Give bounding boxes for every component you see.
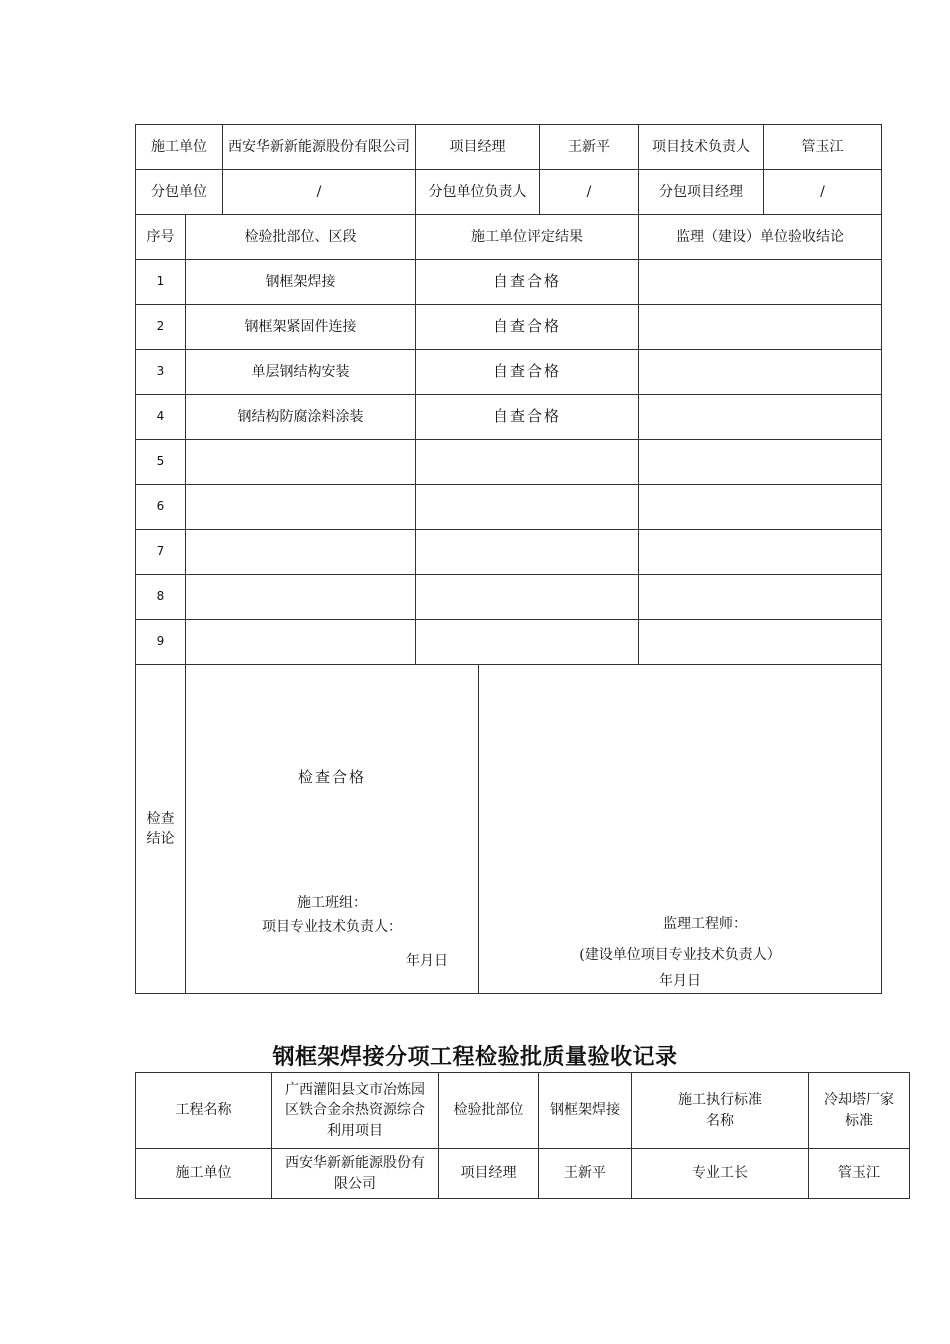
tech-lead-signature-label: 项目专业技术负责人：	[262, 919, 402, 935]
row-result	[416, 440, 639, 485]
standard-label	[632, 1073, 809, 1149]
contractor-conclusion-result: 检查合格	[297, 768, 366, 786]
supervisor-conclusion	[479, 665, 882, 994]
conclusion-label-line1: 检查	[146, 810, 175, 827]
foreman-label: 专业工长	[632, 1149, 809, 1199]
inspection-lot-header-table	[135, 1072, 910, 1199]
contractor-label: 施工单位	[136, 125, 223, 170]
subcontractor-head-label: 分包单位负责人	[416, 170, 540, 215]
row-number: 4	[136, 395, 186, 440]
row-number: 6	[136, 485, 186, 530]
table-row	[136, 620, 882, 665]
row-conclusion	[639, 350, 882, 395]
contractor-value-2: 西安华新新能源股份有限公司	[272, 1149, 439, 1199]
row-conclusion	[639, 260, 882, 305]
conclusion-row	[136, 665, 882, 994]
subcontractor-row	[136, 170, 882, 215]
sub-project-manager-label: 分包项目经理	[639, 170, 764, 215]
row-conclusion	[639, 485, 882, 530]
row-part: 钢结构防腐涂料涂装	[186, 395, 416, 440]
table-row	[136, 350, 882, 395]
row-part: 钢框架紧固件连接	[186, 305, 416, 350]
table-row	[136, 305, 882, 350]
row-number: 2	[136, 305, 186, 350]
page-title: 钢框架焊接分项工程检验批质量验收记录	[272, 1045, 678, 1070]
contractor-row	[136, 125, 882, 170]
conclusion-label-line2: 结论	[146, 831, 175, 847]
project-manager-value-2: 王新平	[539, 1149, 632, 1199]
standard-value-line2: 标准	[845, 1112, 873, 1129]
supervisor-signature-label: 监理工程师：	[663, 916, 747, 932]
contractor-date: 年月日	[406, 953, 448, 969]
supervisor-date: 年月日	[659, 973, 701, 989]
row-conclusion	[639, 620, 882, 665]
project-manager-value: 王新平	[540, 125, 639, 170]
row-number: 3	[136, 350, 186, 395]
lot-location-label: 检验批部位	[439, 1073, 539, 1149]
row-result: 自查合格	[416, 395, 639, 440]
row-result: 自查合格	[416, 260, 639, 305]
row-result: 自查合格	[416, 350, 639, 395]
row-conclusion	[639, 305, 882, 350]
seq-header: 序号	[136, 215, 186, 260]
contractor-conclusion	[186, 665, 479, 994]
tech-lead-value: 管玉江	[764, 125, 882, 170]
tech-lead-label: 项目技术负责人	[639, 125, 764, 170]
table-row	[136, 575, 882, 620]
table-row	[136, 260, 882, 305]
team-signature-label: 施工班组：	[297, 895, 367, 911]
contractor-label-2: 施工单位	[136, 1149, 272, 1199]
sub-project-manager-value: /	[764, 170, 882, 215]
row-number: 8	[136, 575, 186, 620]
table-row	[136, 485, 882, 530]
owner-signature-label: (建设单位项目专业技术负责人）	[579, 947, 781, 963]
row-part	[186, 620, 416, 665]
row-number: 5	[136, 440, 186, 485]
row-result	[416, 620, 639, 665]
row-part: 单层钢结构安装	[186, 350, 416, 395]
row-part	[186, 575, 416, 620]
part-header: 检验批部位、区段	[186, 215, 416, 260]
row-number: 7	[136, 530, 186, 575]
inspection-summary-table	[135, 124, 882, 994]
lot-location-value: 钢框架焊接	[539, 1073, 632, 1149]
standard-value	[809, 1073, 910, 1149]
row-conclusion	[639, 575, 882, 620]
row-result: 自查合格	[416, 305, 639, 350]
table-row	[136, 440, 882, 485]
subcontractor-label: 分包单位	[136, 170, 223, 215]
contractor-row-2	[136, 1149, 910, 1199]
project-manager-label-2: 项目经理	[439, 1149, 539, 1199]
row-part	[186, 440, 416, 485]
conclusion-label	[136, 665, 186, 994]
conclusion-header: 监理（建设）单位验收结论	[639, 215, 882, 260]
project-name-label: 工程名称	[136, 1073, 272, 1149]
standard-label-line2: 名称	[706, 1112, 734, 1129]
project-row	[136, 1073, 910, 1149]
standard-label-line1: 施工执行标准	[678, 1092, 762, 1109]
row-part: 钢框架焊接	[186, 260, 416, 305]
row-part	[186, 530, 416, 575]
row-result	[416, 530, 639, 575]
row-number: 1	[136, 260, 186, 305]
table-row	[136, 395, 882, 440]
row-result	[416, 575, 639, 620]
table-row	[136, 530, 882, 575]
column-header-row	[136, 215, 882, 260]
standard-value-line1: 冷却塔厂家	[824, 1092, 894, 1109]
row-conclusion	[639, 440, 882, 485]
foreman-value: 管玉江	[809, 1149, 910, 1199]
contractor-value: 西安华新新能源股份有限公司	[223, 125, 416, 170]
row-part	[186, 485, 416, 530]
row-result	[416, 485, 639, 530]
subcontractor-value: /	[223, 170, 416, 215]
project-name-value: 广西灌阳县文市冶炼园区铁合金余热资源综合利用项目	[272, 1073, 439, 1149]
row-conclusion	[639, 530, 882, 575]
subcontractor-head-value: /	[540, 170, 639, 215]
row-conclusion	[639, 395, 882, 440]
project-manager-label: 项目经理	[416, 125, 540, 170]
result-header: 施工单位评定结果	[416, 215, 639, 260]
row-number: 9	[136, 620, 186, 665]
